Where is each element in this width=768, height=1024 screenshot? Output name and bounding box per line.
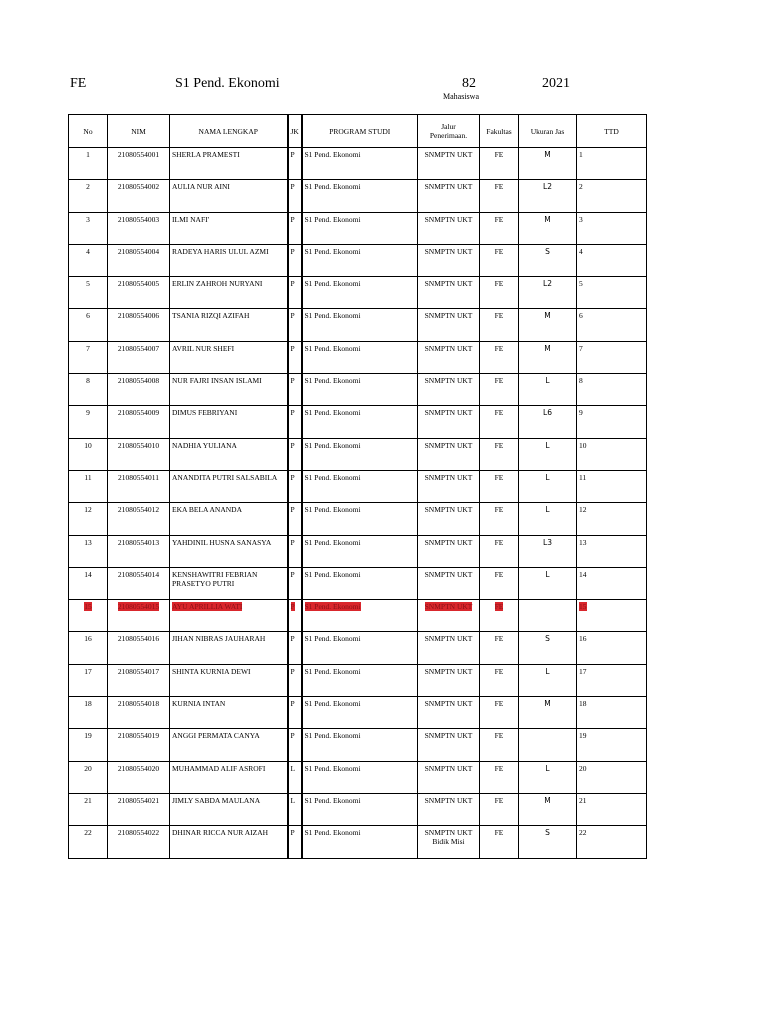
row-nim: 21080554007	[108, 341, 170, 373]
row-nim: 21080554014	[108, 567, 170, 599]
col-header-jalur: Jalur Penerimaan.	[418, 115, 480, 148]
row-jalur: SNMPTN UKT	[418, 729, 480, 761]
row-jk: P	[288, 148, 302, 180]
row-no: 21	[69, 793, 108, 825]
row-ttd: 3	[577, 212, 647, 244]
row-name: SHERLA PRAMESTI	[170, 148, 288, 180]
table-row	[69, 148, 647, 180]
row-name: NADHIA YULIANA	[170, 438, 288, 470]
row-no: 11	[69, 470, 108, 502]
row-nim: 21080554008	[108, 374, 170, 406]
row-jk: L	[288, 793, 302, 825]
row-ttd: 13	[577, 535, 647, 567]
row-jk: P	[288, 664, 302, 696]
row-nim: 21080554020	[108, 761, 170, 793]
row-jk: P	[288, 212, 302, 244]
row-jk: P	[288, 244, 302, 276]
row-nim: 21080554013	[108, 535, 170, 567]
row-faculty: FE	[480, 470, 519, 502]
row-nim: 21080554022	[108, 826, 170, 858]
row-size	[519, 600, 577, 632]
row-jalur: SNMPTN UKT	[418, 148, 480, 180]
row-jalur: SNMPTN UKT	[418, 664, 480, 696]
row-nim: 21080554012	[108, 503, 170, 535]
student-count-label: Mahasiswa	[443, 92, 479, 101]
row-program: S1 Pend. Ekonomi	[302, 374, 418, 406]
row-program: S1 Pend. Ekonomi	[302, 664, 418, 696]
student-roster-table	[68, 114, 647, 859]
row-name: EKA BELA ANANDA	[170, 503, 288, 535]
row-jk: P	[288, 826, 302, 858]
row-program: S1 Pend. Ekonomi	[302, 180, 418, 212]
row-nim: 21080554011	[108, 470, 170, 502]
row-faculty: FE	[480, 244, 519, 276]
row-name: KENSHAWITRI FEBRIAN PRASETYO PUTRI	[170, 567, 288, 599]
row-name: ERLIN ZAHROH NURYANI	[170, 277, 288, 309]
row-jalur: SNMPTN UKT	[418, 341, 480, 373]
row-faculty: FE	[480, 761, 519, 793]
col-header-program: PROGRAM STUDI	[302, 115, 418, 148]
row-jalur: SNMPTN UKT	[418, 438, 480, 470]
row-jalur: SNMPTN UKT	[418, 503, 480, 535]
row-program: S1 Pend. Ekonomi	[302, 148, 418, 180]
row-jk: P	[288, 470, 302, 502]
row-nim: 21080554005	[108, 277, 170, 309]
row-jalur: SNMPTN UKT	[418, 697, 480, 729]
row-jalur: SNMPTN UKT	[418, 600, 480, 632]
col-header-faculty: Fakultas	[480, 115, 519, 148]
row-ttd: 9	[577, 406, 647, 438]
row-size: L	[519, 470, 577, 502]
row-nim: 21080554010	[108, 438, 170, 470]
table-row	[69, 729, 647, 761]
row-jk: P	[288, 341, 302, 373]
student-count: 82	[462, 76, 476, 91]
academic-year: 2021	[542, 76, 570, 91]
row-no: 22	[69, 826, 108, 858]
row-size: L	[519, 438, 577, 470]
row-program: S1 Pend. Ekonomi	[302, 277, 418, 309]
row-jalur: SNMPTN UKT	[418, 374, 480, 406]
row-nim: 21080554018	[108, 697, 170, 729]
row-name: YAHDINIL HUSNA SANASYA	[170, 535, 288, 567]
row-size: M	[519, 148, 577, 180]
row-name: AULIA NUR AINI	[170, 180, 288, 212]
row-no: 19	[69, 729, 108, 761]
row-no: 12	[69, 503, 108, 535]
row-nim: 21080554021	[108, 793, 170, 825]
row-jk: P	[288, 600, 302, 632]
row-size: L	[519, 761, 577, 793]
row-jalur: SNMPTN UKT	[418, 277, 480, 309]
row-jk: P	[288, 374, 302, 406]
row-jalur: SNMPTN UKT	[418, 567, 480, 599]
col-header-jk: JK	[288, 115, 302, 148]
row-size: L	[519, 567, 577, 599]
row-jalur: SNMPTN UKT	[418, 535, 480, 567]
row-program: S1 Pend. Ekonomi	[302, 600, 418, 632]
table-row	[69, 503, 647, 535]
row-ttd: 2	[577, 180, 647, 212]
row-jk: P	[288, 729, 302, 761]
row-jalur: SNMPTN UKT	[418, 212, 480, 244]
row-size: L2	[519, 277, 577, 309]
row-ttd: 21	[577, 793, 647, 825]
table-row	[69, 244, 647, 276]
row-ttd: 12	[577, 503, 647, 535]
row-name: AVRIL NUR SHEFI	[170, 341, 288, 373]
row-no: 3	[69, 212, 108, 244]
table-row	[69, 761, 647, 793]
row-faculty: FE	[480, 277, 519, 309]
table-row	[69, 438, 647, 470]
col-header-no: No	[69, 115, 108, 148]
row-faculty: FE	[480, 503, 519, 535]
row-jk: P	[288, 503, 302, 535]
row-jk: P	[288, 309, 302, 341]
row-faculty: FE	[480, 180, 519, 212]
row-size: M	[519, 697, 577, 729]
row-size: L	[519, 503, 577, 535]
row-jalur: SNMPTN UKT	[418, 406, 480, 438]
row-jalur: SNMPTN UKT	[418, 470, 480, 502]
table-row	[69, 374, 647, 406]
row-nim: 21080554015	[108, 600, 170, 632]
row-jk: P	[288, 438, 302, 470]
row-faculty: FE	[480, 793, 519, 825]
table-row	[69, 212, 647, 244]
row-faculty: FE	[480, 212, 519, 244]
row-size: S	[519, 244, 577, 276]
row-no: 2	[69, 180, 108, 212]
row-name: ANANDITA PUTRI SALSABILA	[170, 470, 288, 502]
row-no: 5	[69, 277, 108, 309]
col-header-size: Ukuran Jas	[519, 115, 577, 148]
row-name: NUR FAJRI INSAN ISLAMI	[170, 374, 288, 406]
table-row	[69, 535, 647, 567]
row-ttd: 16	[577, 632, 647, 664]
row-size: M	[519, 309, 577, 341]
row-name: KURNIA INTAN	[170, 697, 288, 729]
faculty-code: FE	[70, 76, 87, 91]
row-no: 20	[69, 761, 108, 793]
row-size: L3	[519, 535, 577, 567]
row-program: S1 Pend. Ekonomi	[302, 503, 418, 535]
row-jalur: SNMPTN UKT	[418, 632, 480, 664]
row-no: 6	[69, 309, 108, 341]
row-size: L6	[519, 406, 577, 438]
table-header-row	[69, 115, 647, 148]
row-jk: P	[288, 632, 302, 664]
row-jalur: SNMPTN UKT Bidik Misi	[418, 826, 480, 858]
table-row	[69, 793, 647, 825]
row-jalur: SNMPTN UKT	[418, 180, 480, 212]
row-size: S	[519, 632, 577, 664]
row-faculty: FE	[480, 664, 519, 696]
row-program: S1 Pend. Ekonomi	[302, 729, 418, 761]
row-no: 8	[69, 374, 108, 406]
table-row	[69, 341, 647, 373]
row-ttd: 22	[577, 826, 647, 858]
row-nim: 21080554002	[108, 180, 170, 212]
table-row	[69, 406, 647, 438]
row-jalur: SNMPTN UKT	[418, 761, 480, 793]
row-jk: P	[288, 697, 302, 729]
row-ttd: 14	[577, 567, 647, 599]
row-no: 14	[69, 567, 108, 599]
row-name: ANGGI PERMATA CANYA	[170, 729, 288, 761]
row-program: S1 Pend. Ekonomi	[302, 406, 418, 438]
row-nim: 21080554004	[108, 244, 170, 276]
row-nim: 21080554019	[108, 729, 170, 761]
row-no: 9	[69, 406, 108, 438]
table-row	[69, 697, 647, 729]
row-jalur: SNMPTN UKT	[418, 244, 480, 276]
row-faculty: FE	[480, 535, 519, 567]
row-program: S1 Pend. Ekonomi	[302, 438, 418, 470]
row-program: S1 Pend. Ekonomi	[302, 826, 418, 858]
row-program: S1 Pend. Ekonomi	[302, 761, 418, 793]
row-no: 15	[69, 600, 108, 632]
table-row	[69, 309, 647, 341]
row-faculty: FE	[480, 309, 519, 341]
row-jk: P	[288, 535, 302, 567]
row-no: 10	[69, 438, 108, 470]
col-header-name: NAMA LENGKAP	[170, 115, 288, 148]
row-name: AYU APRILLIA WATI	[170, 600, 288, 632]
table-row	[69, 600, 647, 632]
row-jalur: SNMPTN UKT	[418, 309, 480, 341]
row-name: MUHAMMAD ALIF ASROFI	[170, 761, 288, 793]
row-ttd: 8	[577, 374, 647, 406]
row-ttd: 15	[577, 600, 647, 632]
row-jk: P	[288, 277, 302, 309]
row-no: 1	[69, 148, 108, 180]
table-row	[69, 632, 647, 664]
row-program: S1 Pend. Ekonomi	[302, 793, 418, 825]
row-jk: L	[288, 761, 302, 793]
row-program: S1 Pend. Ekonomi	[302, 309, 418, 341]
row-name: JIHAN NIBRAS JAUHARAH	[170, 632, 288, 664]
row-ttd: 11	[577, 470, 647, 502]
row-program: S1 Pend. Ekonomi	[302, 535, 418, 567]
col-header-ttd: TTD	[577, 115, 647, 148]
row-size: L	[519, 374, 577, 406]
row-ttd: 10	[577, 438, 647, 470]
table-row	[69, 470, 647, 502]
table-row	[69, 277, 647, 309]
row-program: S1 Pend. Ekonomi	[302, 341, 418, 373]
row-faculty: FE	[480, 148, 519, 180]
row-jk: P	[288, 406, 302, 438]
row-name: TSANIA RIZQI AZIFAH	[170, 309, 288, 341]
row-faculty: FE	[480, 729, 519, 761]
row-name: DIMUS FEBRIYANI	[170, 406, 288, 438]
row-ttd: 19	[577, 729, 647, 761]
row-jk: P	[288, 180, 302, 212]
table-row	[69, 664, 647, 696]
row-program: S1 Pend. Ekonomi	[302, 470, 418, 502]
table-row	[69, 567, 647, 599]
row-size: L2	[519, 180, 577, 212]
program-title: S1 Pend. Ekonomi	[175, 76, 280, 91]
row-nim: 21080554016	[108, 632, 170, 664]
row-faculty: FE	[480, 632, 519, 664]
row-faculty: FE	[480, 438, 519, 470]
row-no: 18	[69, 697, 108, 729]
row-no: 13	[69, 535, 108, 567]
row-ttd: 18	[577, 697, 647, 729]
row-ttd: 6	[577, 309, 647, 341]
row-jk: P	[288, 567, 302, 599]
row-name: SHINTA KURNIA DEWI	[170, 664, 288, 696]
row-nim: 21080554006	[108, 309, 170, 341]
row-nim: 21080554017	[108, 664, 170, 696]
row-name: DHINAR RICCA NUR AIZAH	[170, 826, 288, 858]
col-header-nim: NIM	[108, 115, 170, 148]
row-name: RADEYA HARIS ULUL AZMI	[170, 244, 288, 276]
row-ttd: 1	[577, 148, 647, 180]
row-name: JIMLY SABDA MAULANA	[170, 793, 288, 825]
row-name: ILMI NAFI'	[170, 212, 288, 244]
row-program: S1 Pend. Ekonomi	[302, 697, 418, 729]
row-faculty: FE	[480, 341, 519, 373]
row-no: 17	[69, 664, 108, 696]
row-faculty: FE	[480, 374, 519, 406]
row-size: S	[519, 826, 577, 858]
row-faculty: FE	[480, 826, 519, 858]
row-faculty: FE	[480, 567, 519, 599]
row-faculty: FE	[480, 697, 519, 729]
row-size: M	[519, 212, 577, 244]
row-no: 16	[69, 632, 108, 664]
row-program: S1 Pend. Ekonomi	[302, 244, 418, 276]
row-faculty: FE	[480, 406, 519, 438]
row-nim: 21080554003	[108, 212, 170, 244]
row-program: S1 Pend. Ekonomi	[302, 212, 418, 244]
table-row	[69, 180, 647, 212]
row-size: M	[519, 793, 577, 825]
table-row	[69, 826, 647, 858]
row-nim: 21080554009	[108, 406, 170, 438]
row-no: 7	[69, 341, 108, 373]
row-ttd: 5	[577, 277, 647, 309]
row-size: M	[519, 341, 577, 373]
row-size	[519, 729, 577, 761]
row-jalur: SNMPTN UKT	[418, 793, 480, 825]
row-ttd: 7	[577, 341, 647, 373]
row-size: L	[519, 664, 577, 696]
row-ttd: 17	[577, 664, 647, 696]
row-nim: 21080554001	[108, 148, 170, 180]
row-ttd: 4	[577, 244, 647, 276]
row-no: 4	[69, 244, 108, 276]
row-program: S1 Pend. Ekonomi	[302, 632, 418, 664]
row-ttd: 20	[577, 761, 647, 793]
row-faculty: FE	[480, 600, 519, 632]
row-program: S1 Pend. Ekonomi	[302, 567, 418, 599]
